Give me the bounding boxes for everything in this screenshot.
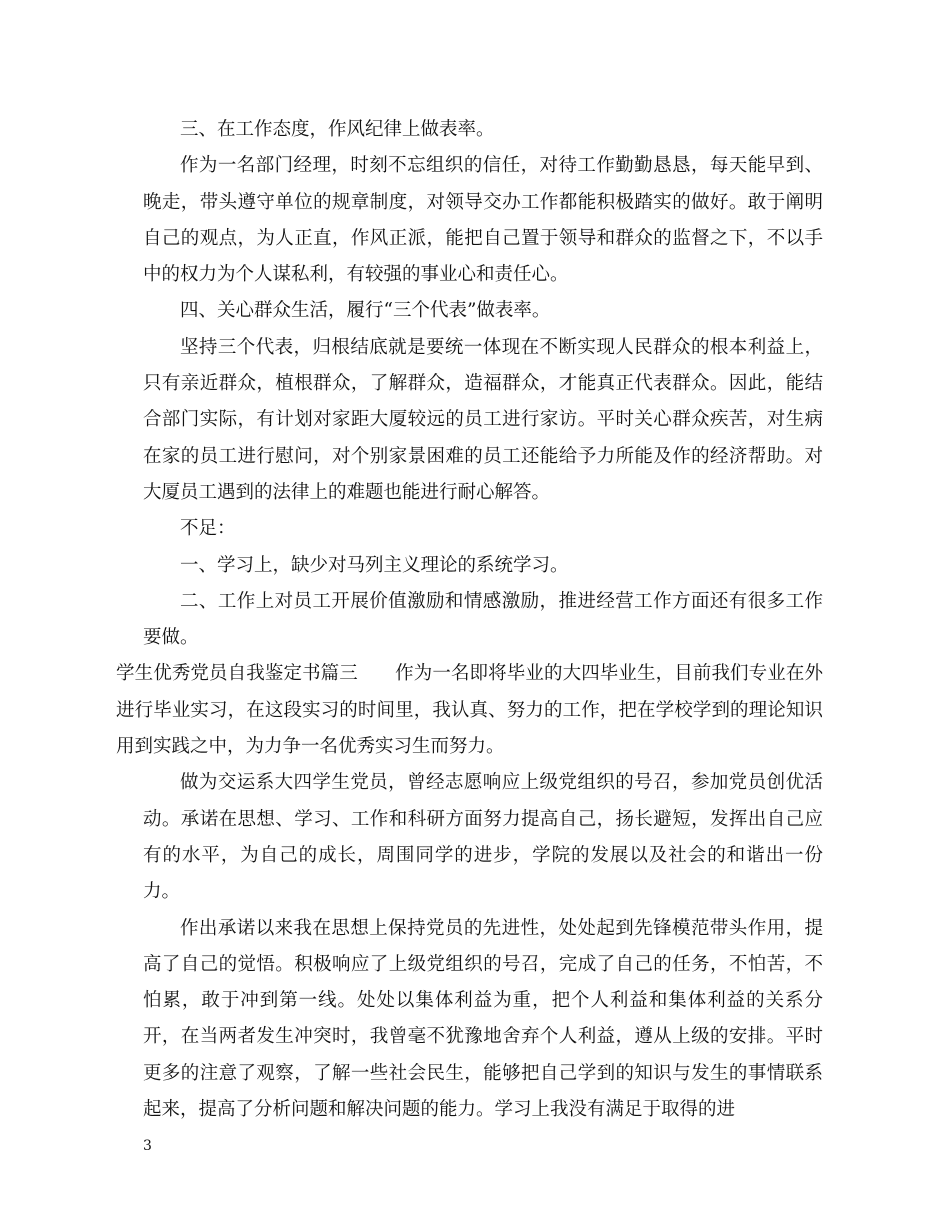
page-number: 3 <box>143 1138 152 1154</box>
paragraph-shortcoming-work: 二、工作上对员工开展价值激励和情感激励，推进经营工作方面还有很多工作要做。 <box>143 590 823 649</box>
paragraph-shortcoming-study: 一、学习上，缺少对马列主义理论的系统学习。 <box>180 554 569 576</box>
paragraph-section-four-heading: 四、关心群众生活，履行“三个代表”做表率。 <box>180 300 551 322</box>
paragraph-pledge-progress: 作出承诺以来我在思想上保持党员的先进性，处处起到先锋模范带头作用，提高了自己的觉悟。积极响应了上级党组织的号召，完成了自己的任务，不怕苦，不怕累，敢于冲到第一线。处处以集体利益为重，把个人利益和集体利益的关系分开，在当两者发生冲突时，我曾毫不犹豫地舍弃个人利益，遵从上级的安排。平时更多的注意了观察，了解一些社会民生，能够把自己学到的知识与发生的事情联系起来，提高了分析问题和解决问题的能力。学习上我没有满足于取得的进 <box>143 917 823 1121</box>
paragraph-manager-conduct: 作为一名部门经理，时刻不忘组织的信任，对待工作勤勤恳恳，每天能早到、晚走，带头遵守单位的规章制度，对领导交办工作都能积极踏实的做好。敢于阐明自己的观点，为人正直，作风正派，能把自己置于领导和群众的监督之下，不以手中的权力为个人谋私利，有较强的事业心和责任心。 <box>143 155 823 286</box>
paragraph-part-three-intro: 学生优秀党员自我鉴定书篇三 作为一名即将毕业的大四毕业生，目前我们专业在外进行毕业实习，在这段实习的时间里，我认真、努力的工作，把在学校学到的理论知识用到实践之中，为力争一名优秀实习生而努力。 <box>116 663 823 758</box>
paragraph-section-three-heading: 三、在工作态度，作风纪律上做表率。 <box>180 119 495 140</box>
paragraph-shortcomings-heading: 不足： <box>180 518 236 540</box>
paragraph-three-represents: 坚持三个代表，归根结底就是要统一体现在不断实现人民群众的根本利益上，只有亲近群众，植根群众，了解群众，造福群众，才能真正代表群众。因此，能结合部门实际，有计划对家距大厦较远的员工进行家访。平时关心群众疾苦，对生病在家的员工进行慰问，对个别家景困难的员工还能给予力所能及作的经济帮助。对大厦员工遇到的法律上的难题也能进行耐心解答。 <box>143 336 823 503</box>
document-body <box>116 112 823 1128</box>
paragraph-party-member-pledge: 做为交运系大四学生党员，曾经志愿响应上级党组织的号召，参加党员创优活动。承诺在思想、学习、工作和科研方面努力提高自己，扬长避短，发挥出自己应有的水平，为自己的成长，周围同学的进步，学院的发展以及社会的和谐出一份力。 <box>143 772 823 903</box>
